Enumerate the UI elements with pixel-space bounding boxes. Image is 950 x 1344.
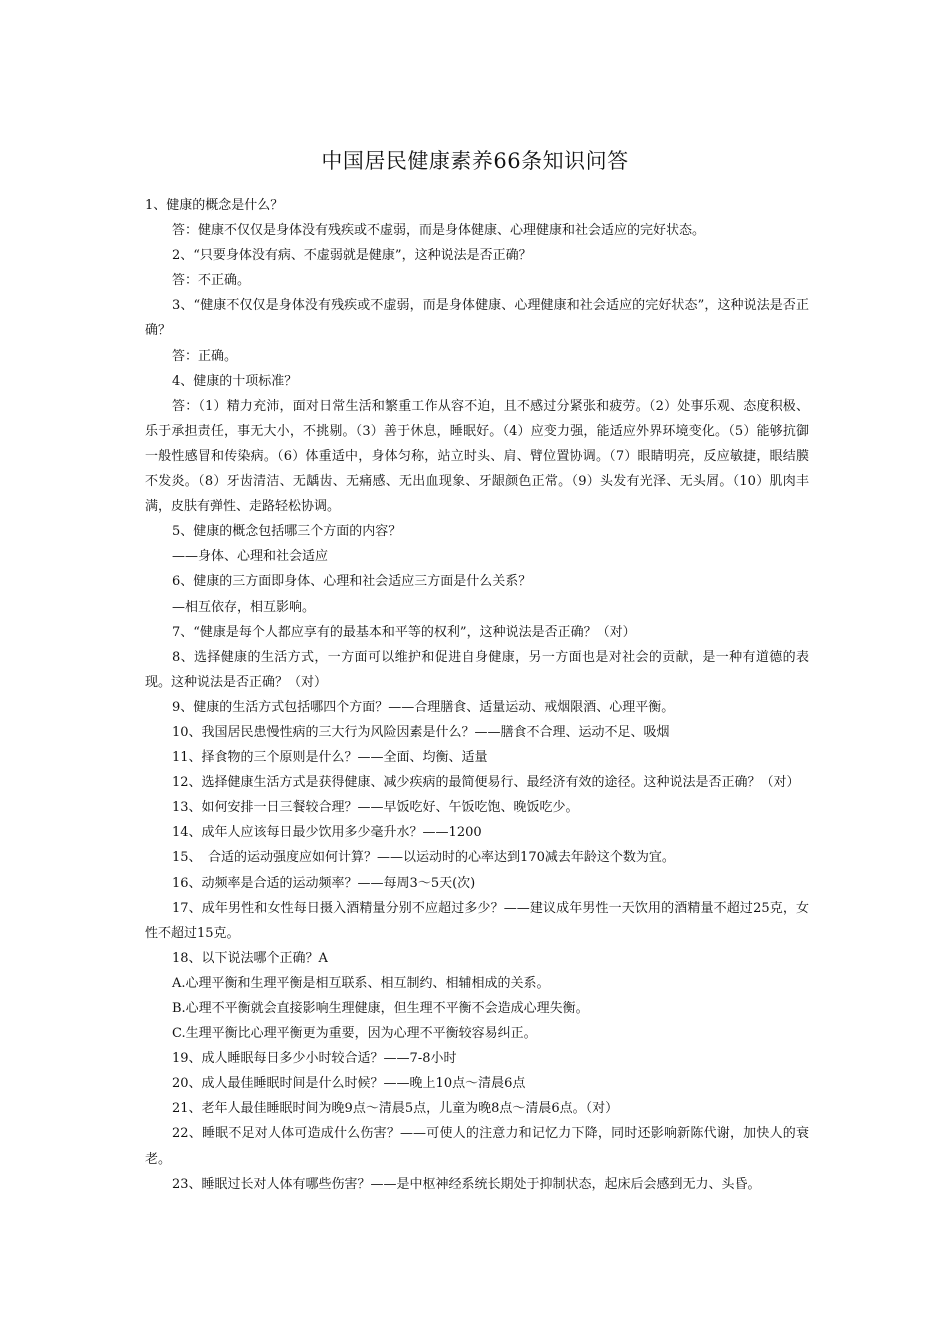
paragraph: 8、选择健康的生活方式，一方面可以维护和促进自身健康，另一方面也是对社会的贡献，是一种有道德的表现。这种说法是否正确？（对）	[145, 649, 809, 690]
paragraph: 2、“只要身体没有病、不虚弱就是健康”，这种说法是否正确？	[172, 248, 532, 264]
paragraph: A.心理平衡和生理平衡是相互联系、相互制约、相辅相成的关系。	[172, 975, 550, 991]
paragraph: B.心理不平衡就会直接影响生理健康，但生理不平衡不会造成心理失衡。	[172, 1001, 589, 1016]
paragraph: 13、如何安排一日三餐较合理？——早饭吃好、午饭吃饱、晚饭吃少。	[172, 800, 579, 816]
paragraph: 17、成年男性和女性每日摄入酒精量分别不应超过多少？——建议成年男性一天饮用的酒精量不超过25克，女性不超过15克。	[145, 900, 809, 941]
paragraph: 20、成人最佳睡眠时间是什么时候？——晚上10点～清晨6点	[172, 1076, 526, 1092]
paragraph: 答：不正确。	[172, 273, 251, 289]
paragraph: 5、健康的概念包括哪三个方面的内容？	[172, 524, 402, 540]
paragraph: 答：正确。	[172, 348, 238, 364]
paragraph: 9、健康的生活方式包括哪四个方面？——合理膳食、适量运动、戒烟限酒、心理平衡。	[172, 699, 675, 715]
document-title: 中国居民健康素养66条知识问答	[321, 149, 629, 173]
paragraph: 3、“健康不仅仅是身体没有残疾或不虚弱，而是身体健康、心理健康和社会适应的完好状态”，这种说法是否正确？	[145, 298, 809, 339]
paragraph: 11、择食物的三个原则是什么？——全面、均衡、适量	[172, 750, 488, 766]
paragraph: C.生理平衡比心理平衡更为重要，因为心理不平衡较容易纠正。	[172, 1026, 537, 1042]
document-body	[145, 193, 809, 1197]
paragraph: 14、成年人应该每日最少饮用多少毫升水？——1200	[172, 825, 482, 841]
paragraph: 4、健康的十项标准？	[172, 373, 298, 389]
paragraph: 23、睡眠过长对人体有哪些伤害？——是中枢神经系统长期处于抑制状态，起床后会感到无力、头昏。	[172, 1176, 761, 1192]
paragraph: 19、成人睡眠每日多少小时较合适？——7-8小时	[172, 1051, 457, 1067]
paragraph: 10、我国居民患慢性病的三大行为风险因素是什么？——膳食不合理、运动不足、吸烟	[172, 724, 670, 740]
paragraph: 答：健康不仅仅是身体没有残疾或不虚弱，而是身体健康、心理健康和社会适应的完好状态。	[172, 223, 706, 239]
paragraph: 16、动频率是合适的运动频率？——每周3～5天(次)	[172, 875, 476, 891]
paragraph: 6、健康的三方面即身体、心理和社会适应三方面是什么关系？	[172, 574, 532, 590]
paragraph: ——身体、心理和社会适应	[172, 549, 329, 565]
paragraph: 21、老年人最佳睡眠时间为晚9点～清晨5点，儿童为晚8点～清晨6点。（对）	[172, 1101, 619, 1117]
paragraph: 7、“健康是每个人都应享有的最基本和平等的权利”，这种说法是否正确？（对）	[172, 624, 636, 640]
paragraph: 答：（1）精力充沛，面对日常生活和繁重工作从容不迫，且不感过分紧张和疲劳。（2）处事乐观、态度积极、乐于承担责任，事无大小，不挑剔。（3）善于休息，睡眠好。（4）应变力强，能适应外界环境变化。（5）能够抗御一般性感冒和传染病。（6）体重适中，身体匀称，站立时头、肩、臂位置协调。（7）眼睛明亮，反应敏捷，眼结膜不发炎。（8）牙齿清洁、无龋齿、无痛感、无出血现象、牙龈颜色正常。（9）头发有光泽、无头屑。（10）肌肉丰满，皮肤有弹性、走路轻松协调。	[145, 398, 809, 515]
paragraph: 12、选择健康生活方式是获得健康、减少疾病的最简便易行、最经济有效的途径。这种说法是否正确？（对）	[172, 775, 800, 791]
paragraph: 18、以下说法哪个正确？A	[172, 950, 328, 966]
paragraph: 22、睡眠不足对人体可造成什么伤害？——可使人的注意力和记忆力下降，同时还影响新陈代谢，加快人的衰老。	[145, 1126, 809, 1167]
paragraph: —相互依存，相互影响。	[172, 599, 316, 615]
paragraph: 1、健康的概念是什么？	[145, 198, 284, 213]
paragraph: 15、 合适的运动强度应如何计算？——以运动时的心率达到170减去年龄这个数为宜。	[172, 850, 675, 866]
